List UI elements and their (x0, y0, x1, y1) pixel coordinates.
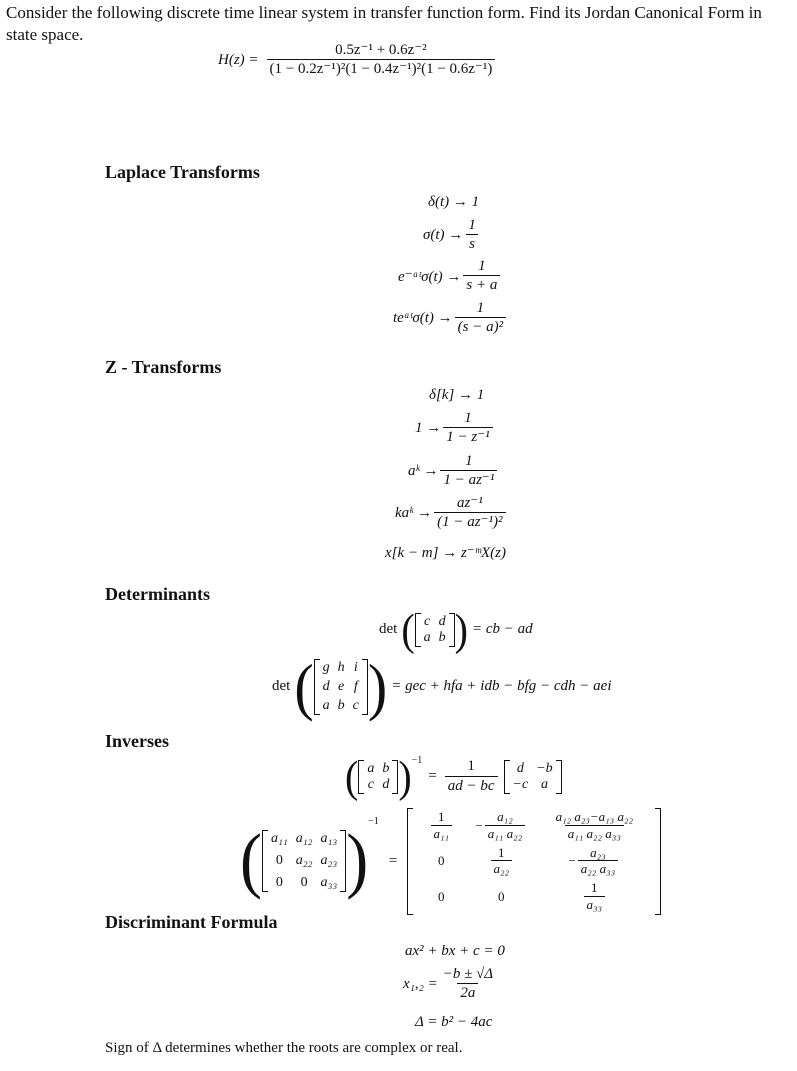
inv3-exponent: −1 (368, 816, 379, 827)
inv3-equals: = (388, 852, 398, 869)
inv2-adj-cell: −b (536, 760, 553, 776)
inv3-r22-num: 1 (498, 844, 505, 860)
inv3-r33-den: a₃₃ (584, 896, 606, 913)
transfer-numerator: 0.5z⁻¹ + 0.6z⁻² (335, 42, 427, 58)
z-power-den: 1 − az⁻¹ (440, 470, 497, 489)
det2-result: = cb − ad (471, 621, 533, 637)
ztransforms-heading: Z - Transforms (105, 357, 222, 377)
inv2-adj-cell: a (540, 776, 548, 792)
inv3-cell: a₃₃ (320, 875, 338, 891)
laplace-exp-den: s + a (463, 275, 500, 294)
laplace-texp-lhs: teᵃᵗσ(t) → (393, 309, 453, 326)
laplace-step-lhs: σ(t) → (423, 226, 464, 243)
transfer-function (218, 42, 497, 78)
det2-cell: b (438, 629, 446, 645)
z-kpower-num: az⁻¹ (456, 495, 483, 511)
inv3-r33-num: 1 (591, 880, 598, 896)
det3-matrix (314, 659, 368, 715)
det3-result: = gec + hfa + idb − bfg − cdh − aei (391, 678, 612, 694)
inv3-r31: 0 (438, 888, 445, 904)
inv3-cell: a₂₂ (295, 853, 313, 869)
laplace-exp (398, 258, 502, 294)
det3-cell: f (353, 678, 358, 694)
inv2-adj-cell: d (516, 760, 524, 776)
inv3-cell: 0 (275, 853, 283, 869)
z-kpower-den: (1 − az⁻¹)² (434, 512, 505, 531)
inv3-lparen: ( (240, 820, 262, 901)
det3-rparen: ) (367, 650, 388, 723)
det2-rparen: ) (454, 604, 468, 655)
z-delta: δ[k] → 1 (429, 387, 485, 403)
inv2-equals: = (428, 768, 437, 784)
transfer-lhs: H(z) = (218, 51, 259, 68)
laplace-delta: δ(t) → 1 (428, 194, 480, 210)
inv3-r12-sign: − (475, 817, 483, 833)
determinants-heading: Determinants (105, 584, 210, 604)
z-step-den: 1 − z⁻¹ (443, 427, 492, 446)
laplace-heading: Laplace Transforms (105, 162, 260, 182)
inv3-cell: 0 (275, 875, 283, 891)
det2-label: det (379, 621, 398, 637)
inverse-3x3 (240, 808, 661, 915)
transfer-denominator: (1 − 0.2z⁻¹)²(1 − 0.4z⁻¹)²(1 − 0.6z⁻¹) (267, 59, 496, 78)
z-power-num: 1 (465, 453, 473, 469)
problem-statement: Consider the following discrete time linear system in transfer function form. Find its Jordan Canonical Form in state space. (6, 3, 762, 44)
inv3-r21: 0 (438, 853, 445, 869)
inv3-cell: a₁₂ (295, 831, 313, 847)
inv2-cell: d (382, 776, 390, 792)
laplace-step (423, 217, 481, 253)
det3-label: det (272, 678, 291, 694)
inv2-cell: c (367, 776, 374, 792)
inv3-matrix (262, 830, 346, 892)
inv3-r23-num: a₂₃ (590, 844, 606, 860)
laplace-texp-num: 1 (476, 300, 485, 316)
det3-lparen: ( (294, 650, 314, 723)
inv2-lparen: ( (345, 751, 359, 802)
z-kpower (395, 495, 508, 531)
z-shift: x[k − m] → z⁻ᵐX(z) (385, 545, 506, 561)
det3-cell: h (337, 659, 345, 675)
discriminant-heading: Discriminant Formula (105, 912, 278, 932)
inverse-2x2 (345, 753, 562, 800)
det3-cell: i (353, 659, 358, 675)
quadratic-equation: ax² + bx + c = 0 (405, 943, 505, 959)
det3-cell: e (338, 678, 345, 694)
inv3-r32: 0 (498, 888, 505, 904)
inv3-r11-den: a₁₁ (431, 825, 453, 842)
inv2-cell: a (367, 760, 375, 776)
inv3-cell: a₁₁ (270, 831, 288, 847)
det-2x2 (379, 606, 533, 653)
det2-lparen: ( (401, 604, 415, 655)
inv3-cell: 0 (300, 875, 308, 891)
inv3-r12-num: a₁₂ (497, 809, 513, 824)
det3-cell: b (337, 697, 345, 713)
inv3-cell: a₂₃ (320, 853, 338, 869)
laplace-exp-lhs: e⁻ᵃᵗσ(t) → (398, 268, 462, 285)
inv3-r23-den: a₂₂ a₃₃ (578, 860, 618, 877)
det2-cell: a (423, 629, 431, 645)
inv3-r13-den: a₁₁ a₂₂ a₃₃ (565, 825, 624, 842)
quadratic-formula (403, 966, 498, 1002)
laplace-exp-num: 1 (478, 258, 486, 274)
z-step-num: 1 (464, 410, 472, 426)
inv3-r13-num: a₁₂ a₂₃−a₁₃ a₂₂ (555, 809, 633, 824)
det3-cell: a (322, 697, 330, 713)
inverses-heading: Inverses (105, 731, 169, 751)
inv2-adj-cell: −c (512, 776, 529, 792)
inv2-coef-num: 1 (467, 758, 475, 775)
discriminant-note: Sign of Δ determines whether the roots are complex or real. (105, 1040, 463, 1056)
det3-cell: d (322, 678, 330, 694)
inv3-r22-den: a₂₂ (491, 860, 513, 877)
det2-cell: d (438, 613, 446, 629)
z-step (415, 410, 495, 446)
discriminant-def: Δ = b² − 4ac (415, 1014, 493, 1030)
det-3x3 (272, 650, 612, 723)
quadratic-den: 2a (457, 983, 478, 1002)
laplace-texp (393, 300, 508, 336)
laplace-step-num: 1 (468, 217, 476, 233)
det2-cell: c (424, 613, 431, 629)
z-kpower-lhs: kaᵏ → (395, 504, 433, 521)
laplace-texp-den: (s − a)² (455, 317, 506, 336)
inv3-rparen: ) (346, 820, 369, 901)
inv2-adjugate (504, 760, 562, 794)
z-step-lhs: 1 → (415, 419, 442, 436)
inv2-coef-den: ad − bc (445, 776, 498, 795)
inv2-cell: b (382, 760, 390, 776)
laplace-step-den: s (466, 234, 478, 253)
z-power (408, 453, 499, 489)
quadratic-num: −b ± √Δ (442, 966, 494, 982)
z-power-lhs: aᵏ → (408, 462, 439, 479)
inv2-exponent: −1 (411, 755, 423, 766)
det3-cell: g (322, 659, 330, 675)
inv2-rparen: ) (398, 751, 412, 802)
inv3-r12-den: a₁₁ a₂₂ (485, 825, 525, 842)
inv3-r11-num: 1 (438, 809, 445, 824)
inv3-cell: a₁₃ (320, 831, 338, 847)
quadratic-lhs: x₁,₂ = (403, 975, 438, 992)
det3-cell: c (352, 697, 359, 713)
inv2-matrix (358, 760, 398, 794)
inv3-r23-sign: − (568, 853, 576, 869)
det2-matrix (415, 613, 455, 647)
inv3-result-matrix (407, 808, 661, 915)
